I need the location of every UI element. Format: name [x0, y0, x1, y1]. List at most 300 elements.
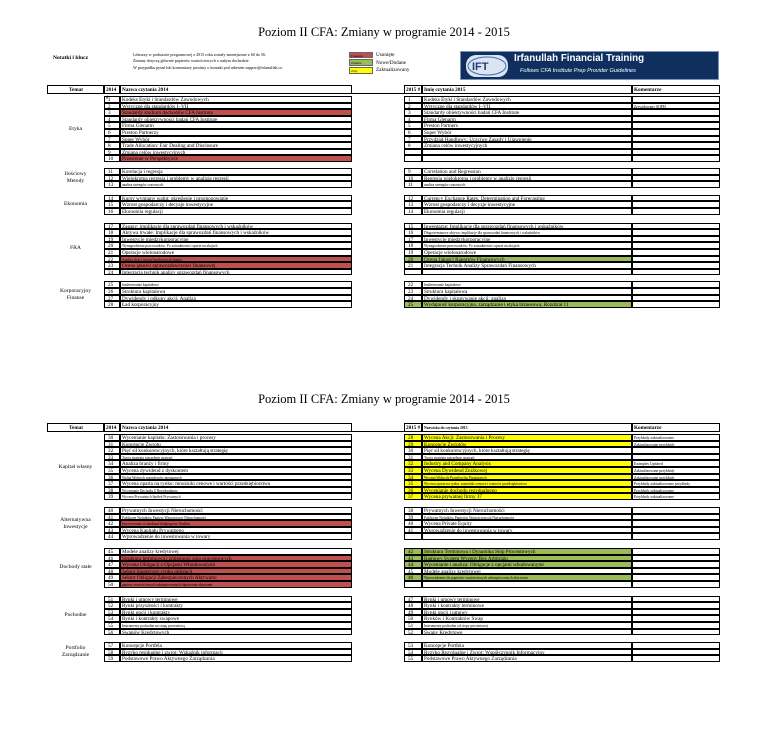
reading-2015-number — [404, 533, 422, 540]
table-row — [47, 122, 720, 129]
reading-2014-number: 3 — [104, 109, 120, 116]
reading-2015-name: Koncepcje Zwrotów — [422, 441, 632, 448]
reading-2015-number: 53 — [404, 642, 422, 649]
reading-2015-number: 40 — [404, 520, 422, 527]
legend-item-deleted — [349, 51, 409, 59]
reading-2015-name: Wycena prywatnej firmy 37 — [422, 493, 632, 500]
comment-cell — [632, 116, 720, 123]
table-row — [47, 480, 720, 487]
reading-2015-name — [422, 155, 632, 162]
reading-2014-number: 30 — [104, 434, 120, 441]
reading-2015-number: 21 — [404, 262, 422, 269]
table-row — [47, 195, 720, 202]
reading-2014-number: 48 — [104, 568, 120, 575]
reading-2014-name: Inwestycje międzykorporacyjne — [120, 236, 352, 243]
reading-2014-name: Kursy wymiany walut: określenie i prognozowanie — [120, 195, 352, 202]
reading-2014-name: Dywidendy i odkupy akcji: Analiza — [120, 295, 352, 302]
header-komm: Komentarze — [632, 85, 720, 93]
reading-2015-name: Operacje wielonarodowe — [422, 249, 632, 256]
topic-group — [47, 96, 720, 162]
comment-cell — [632, 642, 720, 649]
reading-2014-number: 34 — [104, 460, 120, 467]
table-row — [47, 527, 720, 534]
reading-2015-name: Wycena Dywidend Zniżkowej — [422, 467, 632, 474]
reading-2014-name: Wprowadzenie do inwestowania w towary — [120, 533, 352, 540]
reading-2015-name: Correlation and Regression — [422, 168, 632, 175]
table-row — [47, 454, 720, 461]
table-row — [47, 96, 720, 103]
reading-2014-name: Analiza ilości rezerw kredytowych banku — [120, 256, 352, 263]
topic-group — [47, 168, 720, 188]
reading-2015-name: budżetowanie kapitałowe — [422, 281, 632, 288]
table-row — [47, 622, 720, 629]
reading-2015-number: 18 — [404, 242, 422, 249]
reading-2015-name: Ryzyko Rezydualne i Zwrot: Współczynnik Informacyjny — [422, 649, 632, 656]
legend-item-updated — [349, 67, 409, 75]
reading-2015-number: 48 — [404, 602, 422, 609]
legend-label: Usunięte — [376, 51, 395, 58]
reading-2015-number: 52 — [404, 629, 422, 636]
table-row — [47, 434, 720, 441]
reading-2014-name: Wycena Kapitału Prywatnego — [120, 527, 352, 534]
reading-2015-number: 41 — [404, 527, 422, 534]
reading-2014-name: Zmiana celów inwestycyjnych — [120, 149, 352, 156]
comment-cell — [632, 602, 720, 609]
comment-cell — [632, 655, 720, 662]
reading-2014-name: Ocena jakości sprawozdawczości finansowej — [120, 262, 352, 269]
reading-2015-name — [422, 269, 632, 276]
table-row — [47, 609, 720, 616]
comment-cell — [632, 615, 720, 622]
reading-2014-name: Wycenianie kapitału: Zastosowania i procesy — [120, 434, 352, 441]
note-line: W przypadku pytań lub komentarzy prosimy o kontakt pod adresem support@irfanullah.co — [133, 64, 283, 70]
table-row — [47, 136, 720, 143]
table-row — [47, 295, 720, 302]
reading-2015-number: 24 — [404, 295, 422, 302]
comment-cell — [632, 149, 720, 156]
reading-2014-number: 17 — [104, 223, 120, 230]
reading-2014-name: Wycena Obligacji z Opcjami Wbudowanymi — [120, 561, 352, 568]
table-row — [47, 236, 720, 243]
comment-cell: Przykłady zaktualizowane — [632, 493, 720, 500]
svg-text:IFT: IFT — [472, 61, 489, 73]
reading-2014-name: Aktywa trwałe: Implikacje dla sprawozdań finansowych i wskaźników — [120, 229, 352, 236]
reading-2015-number: 36 — [404, 487, 422, 494]
legend-swatch-green: Zmiana — [349, 59, 373, 66]
comment-cell: Zaktualizowane przykłady — [632, 441, 720, 448]
reading-2014-name: Rynki i umowy terminowe — [120, 596, 352, 603]
comment-cell — [632, 596, 720, 603]
table-row — [47, 649, 720, 656]
reading-2014-name: Wycena dywidend z dyskontem — [120, 467, 352, 474]
reading-2015-number: 7 — [404, 136, 422, 143]
topic-label-line: Ilościowy — [64, 170, 87, 177]
changes-table-page1 — [47, 85, 720, 308]
comment-cell — [632, 281, 720, 288]
comment-cell — [632, 301, 720, 308]
comment-cell — [632, 229, 720, 236]
reading-2014-number: 57 — [104, 642, 120, 649]
legend-swatch-red: Usunięte — [349, 52, 373, 59]
reading-2015-number: 28 — [404, 434, 422, 441]
header-y2014: 2014 # — [104, 85, 120, 93]
reading-2015-number: 8 — [404, 142, 422, 149]
table-row — [47, 256, 720, 263]
table-row — [47, 581, 720, 588]
reading-2015-name: Struktura Terminowa i Dynamika Stóp Procentowych — [422, 548, 632, 555]
reading-2014-name: Operacje wielonarodowe — [120, 249, 352, 256]
reading-2014-name: Firma Glenarm — [120, 122, 352, 129]
reading-2015-name: Firma Glenarm — [422, 116, 632, 123]
table-row — [47, 242, 720, 249]
comment-cell — [632, 181, 720, 188]
topic-label-line: Finanse — [66, 294, 85, 301]
table-row — [47, 568, 720, 575]
reading-2015-name: Prywatnych Inwestycji Nieruchomości — [422, 507, 632, 514]
table-row — [47, 181, 720, 188]
reading-2015-number: 31 — [404, 454, 422, 461]
comment-cell — [632, 447, 720, 454]
table-row — [47, 201, 720, 208]
reading-2015-number: 3 — [404, 109, 422, 116]
reading-2015-number: 54 — [404, 649, 422, 656]
reading-2014-number: 28 — [104, 301, 120, 308]
table-row — [47, 249, 720, 256]
reading-2015-name: Pięć sił konkurencyjnych, które kształtują strategię — [422, 447, 632, 454]
reading-2015-number: 12 — [404, 195, 422, 202]
reading-2014-name: Podstawowe Prawo Aktywnego Zarządzania — [120, 655, 352, 662]
reading-2014-name: Struktura kapitałowa — [120, 288, 352, 295]
reading-2015-name: Długoterminowe aktywa: implikacje dla sprawozdań finansowych i wskaźników — [422, 229, 632, 236]
reading-2015-number: 33 — [404, 467, 422, 474]
header-n2014: Nazwa czytania 2014 — [120, 423, 352, 431]
reading-2014-name: Koncepcje Portfela — [120, 642, 352, 649]
reading-2015-number: 51 — [404, 622, 422, 629]
reading-2015-name: Wycena Wolnych Przepływów Pieniężnych — [422, 474, 632, 481]
reading-2015-name: Wycenianie dochodu rezydualnego — [422, 487, 632, 494]
reading-2015-number: 37 — [404, 493, 422, 500]
reading-2015-name: Wycena oparta na rynku: mnożniki cenowe i wartości przedsiębiorstwa — [422, 480, 632, 487]
comment-cell — [632, 136, 720, 143]
comment-cell — [632, 262, 720, 269]
reading-2015-name: Wprowadzenie do papierów wartościowych zabezpieczonych aktywami — [422, 574, 632, 581]
legend-item-new — [349, 59, 409, 67]
reading-2014-name: Ekonomia regulacji — [120, 208, 352, 215]
topic-label-line: Portfolio — [65, 645, 86, 652]
table-row — [47, 301, 720, 308]
reading-2014-number: 8 — [104, 142, 120, 149]
topic-label-line: Alternatywna — [60, 516, 91, 523]
reading-2015-name: Dywidendy i skupywanie akcji: analiza — [422, 295, 632, 302]
reading-2015-name: Publiczne Nośników Papierów Wartościowych Nieruchomości — [422, 514, 632, 521]
reading-2014-number: 52 — [104, 602, 120, 609]
topic-group — [47, 281, 720, 307]
comment-cell: Examples Updated — [632, 460, 720, 467]
comment-cell — [632, 288, 720, 295]
notes-key-label: Notatki i klucz — [53, 55, 89, 61]
reading-2015-number: 15 — [404, 223, 422, 230]
comment-cell: Zaktualizowane przykłady — [632, 474, 720, 481]
reading-2014-number: 32 — [104, 447, 120, 454]
reading-2015-number — [404, 149, 422, 156]
reading-2014-name: Wycena oparta na rynku: mnożniki cenowe i wartości przedsiębiorstwa — [120, 480, 352, 487]
reading-2014-name: Modele analizy kredytowej — [120, 548, 352, 555]
comment-cell — [632, 514, 720, 521]
reading-2015-number: 44 — [404, 561, 422, 568]
header-n2015: Imię czytania 2015 — [422, 85, 632, 93]
topic-label-line: Korporacyjny — [59, 287, 92, 294]
reading-2014-name: Inwestowanie w fundusze hedgingowe Analiza — [120, 520, 352, 527]
legend-swatch-yellow: Zmy — [349, 67, 373, 74]
comment-cell — [632, 129, 720, 136]
reading-2015-name: Modele analizy kredytowej — [422, 568, 632, 575]
header-temat: Temat — [47, 423, 104, 431]
comment-cell: Przykłady zaktualizowane — [632, 434, 720, 441]
reading-2015-number: 10 — [404, 175, 422, 182]
reading-2015-number: 5 — [404, 122, 422, 129]
reading-2015-name: Instrumenty pochodne od stopy procentowej — [422, 622, 632, 629]
reading-2014-number: 54 — [104, 615, 120, 622]
table-row — [47, 129, 720, 136]
reading-2014-name: Wycenianie Dochodu Z Rezydualnego — [120, 487, 352, 494]
reading-2014-number: 33 — [104, 454, 120, 461]
reading-2014-name: Ład korporacyjny — [120, 301, 352, 308]
reading-2014-number: 19 — [104, 236, 120, 243]
comment-cell — [632, 109, 720, 116]
reading-2015-number: 16 — [404, 229, 422, 236]
reading-2014-number: 11 — [104, 168, 120, 175]
comment-cell — [632, 555, 720, 562]
reading-2015-number: 46 — [404, 574, 422, 581]
reading-2014-name: Wielokrotna regresja i problemy w analizie regresji — [120, 175, 352, 182]
reading-2015-name: Currency Exchange Rates: Determination and Forecasting — [422, 195, 632, 202]
reading-2015-number: 47 — [404, 596, 422, 603]
reading-2015-name: Wycena Akcji: Zastosowania i Procesy — [422, 434, 632, 441]
reading-2015-number — [404, 581, 422, 588]
changes-table-page2 — [47, 423, 720, 662]
reading-2015-number: 6 — [404, 129, 422, 136]
comment-cell — [632, 568, 720, 575]
table-row — [47, 109, 720, 116]
comment-cell — [632, 649, 720, 656]
comment-cell — [632, 520, 720, 527]
comment-cell: Przykłady zaktualizowane przykłady — [632, 480, 720, 487]
topic-label-line: Ekonomia — [64, 201, 87, 208]
table-row — [47, 629, 720, 636]
table-row — [47, 447, 720, 454]
reading-2014-number: 14 — [104, 195, 120, 202]
reading-2015-name: Rynki opcji i umowy — [422, 609, 632, 616]
reading-2015-number: 19 — [404, 249, 422, 256]
table-row — [47, 269, 720, 276]
reading-2015-name: Zmiana celów inwestycyjnych — [422, 142, 632, 149]
comment-cell: Zaktualizowane przykłady — [632, 467, 720, 474]
reading-2014-name: Super Wybór — [120, 136, 352, 143]
table-row — [47, 642, 720, 649]
reading-2015-number: 50 — [404, 615, 422, 622]
comment-cell — [632, 527, 720, 534]
reading-2014-name: Rynki opcji i kontrakty — [120, 609, 352, 616]
reading-2015-name: Regresja wielokrotna i problemy w analizie regresji — [422, 175, 632, 182]
note-line: Zmiany dotyczą głównie papierów wartościowych o stałym dochodzie — [133, 58, 249, 64]
reading-2014-name: Preston Partnerzy — [120, 129, 352, 136]
reading-2014-name: Wolna Wolnych przepływów pieniężnych — [120, 474, 352, 481]
reading-2014-number: 2 — [104, 103, 120, 110]
comment-cell — [632, 609, 720, 616]
reading-2015-number: 11 — [404, 181, 422, 188]
reading-2014-number: 18 — [104, 229, 120, 236]
reading-2015-number: 38 — [404, 507, 422, 514]
reading-2015-name — [422, 581, 632, 588]
reading-2014-number: 43 — [104, 527, 120, 534]
reading-2015-number: 32 — [404, 460, 422, 467]
reading-2014-name: budżetowanie kapitałowe — [120, 281, 352, 288]
reading-2015-name: Wynagrodzenie pracowników: Po zatrudnieniu i oparte na akcjach — [422, 242, 632, 249]
table-row — [47, 149, 720, 156]
reading-2014-name: Pięć sił konkurencyjnych, które kształtują strategię — [120, 447, 352, 454]
table-row — [47, 208, 720, 215]
reading-2014-name: Rynki i kontrakty swapowe — [120, 615, 352, 622]
table-row — [47, 155, 720, 162]
header-y2014: 2014 — [104, 423, 120, 431]
reading-2015-name: Preston Partners — [422, 122, 632, 129]
reading-2014-name: Struktura terminowa i zmienność stóp procentowych — [120, 555, 352, 562]
reading-2015-number: 1 — [404, 96, 422, 103]
reading-2014-number: 50 — [104, 581, 120, 588]
reading-2014-number: 55 — [104, 622, 120, 629]
comment-cell — [632, 201, 720, 208]
reading-2014-number: 39 — [104, 493, 120, 500]
reading-2014-number: 13 — [104, 181, 120, 188]
reading-2015-number: 23 — [404, 288, 422, 295]
reading-2014-number: 23 — [104, 262, 120, 269]
table-row — [47, 229, 720, 236]
notes-text — [133, 52, 282, 71]
reading-2015-name: Wprowadzenie do inwestowania w towary — [422, 527, 632, 534]
reading-2014-name: Instrumenty pochodne na stopę procentową — [120, 622, 352, 629]
reading-2014-number: 31 — [104, 441, 120, 448]
reading-2015-number: 29 — [404, 441, 422, 448]
reading-2014-name: Wynagrodzenia pracowników: Po zatrudnieniu i oparte na akcjach — [120, 242, 352, 249]
table-row — [47, 520, 720, 527]
reading-2015-name — [422, 149, 632, 156]
table-row — [47, 533, 720, 540]
reading-2015-name: Przydział Handlowy: Uczciwe Zasady i Ujawnienie — [422, 136, 632, 143]
reading-2014-name: analiza szeregów czasowych — [120, 181, 352, 188]
topic-group — [47, 596, 720, 636]
topic-label-line: Dochody stałe — [59, 564, 92, 571]
reading-2014-number: 58 — [104, 649, 120, 656]
reading-2014-name: Swapów Kredytowych — [120, 629, 352, 636]
reading-2014-number: 1 — [104, 96, 120, 103]
reading-2015-name: Wycenianie i analiza: Obligacje z opcjami wbudowanymi — [422, 561, 632, 568]
topic-group — [47, 548, 720, 588]
note-line: Lekturzy w podstawie programowej z 2015 roku zostały zmniejszone z 60 do 56. — [133, 52, 267, 57]
comment-cell — [632, 574, 720, 581]
reading-2014-number: 56 — [104, 629, 120, 636]
reading-2015-name: Integracja Technik Analizy Sprawozdań Finansowych — [422, 262, 632, 269]
reading-2014-name: Przesrenie w Perspektywie — [120, 155, 352, 162]
reading-2014-number: 41 — [104, 514, 120, 521]
reading-2015-name — [422, 533, 632, 540]
reading-2014-number: 53 — [104, 609, 120, 616]
reading-2014-name: Standardy obiektywności badań CFA Institute — [120, 116, 352, 123]
header-y2015: 2015 # — [406, 425, 421, 431]
comment-cell — [632, 142, 720, 149]
reading-2015-number: 39 — [404, 514, 422, 521]
table-row — [47, 555, 720, 562]
header-n2014: Nazwa czytania 2014 — [120, 85, 352, 93]
topic-label-line: FRA — [70, 245, 81, 252]
reading-2015-name: Industry and Company Analysis — [422, 460, 632, 467]
reading-2014-name: Rynki przyszłości i kontrakty — [120, 602, 352, 609]
reading-2015-name: Kodeks Etyki i Standardów Zawodowych — [422, 96, 632, 103]
comment-cell — [632, 622, 720, 629]
header-komm: Komentarze — [632, 423, 720, 431]
table-row — [47, 548, 720, 555]
reading-2014-number: 42 — [104, 520, 120, 527]
table-row — [47, 615, 720, 622]
topic-group — [47, 195, 720, 215]
reading-2014-name: Trade Allocation: Fair Dealing and Disclosure — [120, 142, 352, 149]
reading-2015-number: 34 — [404, 474, 422, 481]
reading-2014-name: Analiza branży i firmy — [120, 460, 352, 467]
table-row — [47, 142, 720, 149]
legend-label: Nowe/Dodane — [376, 59, 406, 66]
logo-emblem-icon — [466, 55, 508, 77]
comment-cell — [632, 561, 720, 568]
reading-2014-number: 40 — [104, 507, 120, 514]
table-row — [47, 561, 720, 568]
reading-2015-name: Super Wybór — [422, 129, 632, 136]
table-row — [47, 493, 720, 500]
comment-cell — [632, 96, 720, 103]
reading-2015-name: Inwestycje międzykorporacyjne — [422, 236, 632, 243]
reading-2014-number: 26 — [104, 288, 120, 295]
page1-title: Poziom II CFA: Zmiany w programie 2014 - 2015 — [258, 25, 510, 39]
reading-2015-number: 43 — [404, 555, 422, 562]
reading-2014-number: 24 — [104, 269, 120, 276]
reading-2015-number — [404, 155, 422, 162]
reading-2014-name: Ryzyko residualne i zwrot: Wskaźnik informacji — [120, 649, 352, 656]
reading-2015-number: 35 — [404, 480, 422, 487]
table-row — [47, 467, 720, 474]
comment-cell — [632, 629, 720, 636]
reading-2014-number: 4 — [104, 116, 120, 123]
reading-2014-number: 51 — [104, 596, 120, 603]
reading-2015-name: Wytyczne dla standardów I–VII — [422, 103, 632, 110]
reading-2014-number: 10 — [104, 155, 120, 162]
reading-2014-number: 16 — [104, 208, 120, 215]
reading-2015-number: 45 — [404, 568, 422, 575]
reading-2015-name: Podstawowe Prawo Aktywnego Zarządzania — [422, 655, 632, 662]
reading-2015-number: 9 — [404, 168, 422, 175]
topic-label-line: Kapitał własny — [58, 463, 93, 470]
header-n2015: Nazwisko do czytania 2015 — [422, 423, 632, 431]
page2-title: Poziom II CFA: Zmiany w programie 2014 - 2015 — [258, 392, 510, 406]
reading-2015-number: 42 — [404, 548, 422, 555]
table-row — [47, 460, 720, 467]
reading-2015-number: 20 — [404, 256, 422, 263]
reading-2014-name: Sektor Obligacji Zabezpieczonych Aktywami — [120, 574, 352, 581]
reading-2015-number: 4 — [404, 116, 422, 123]
topic-label-line: Metody — [66, 177, 85, 184]
reading-2015-name: Wzrost gospodarczy i decyzje inwestycyjne — [422, 201, 632, 208]
reading-2015-number — [404, 269, 422, 276]
comment-cell — [632, 168, 720, 175]
reading-2014-number: 49 — [104, 574, 120, 581]
topic-group — [47, 434, 720, 500]
